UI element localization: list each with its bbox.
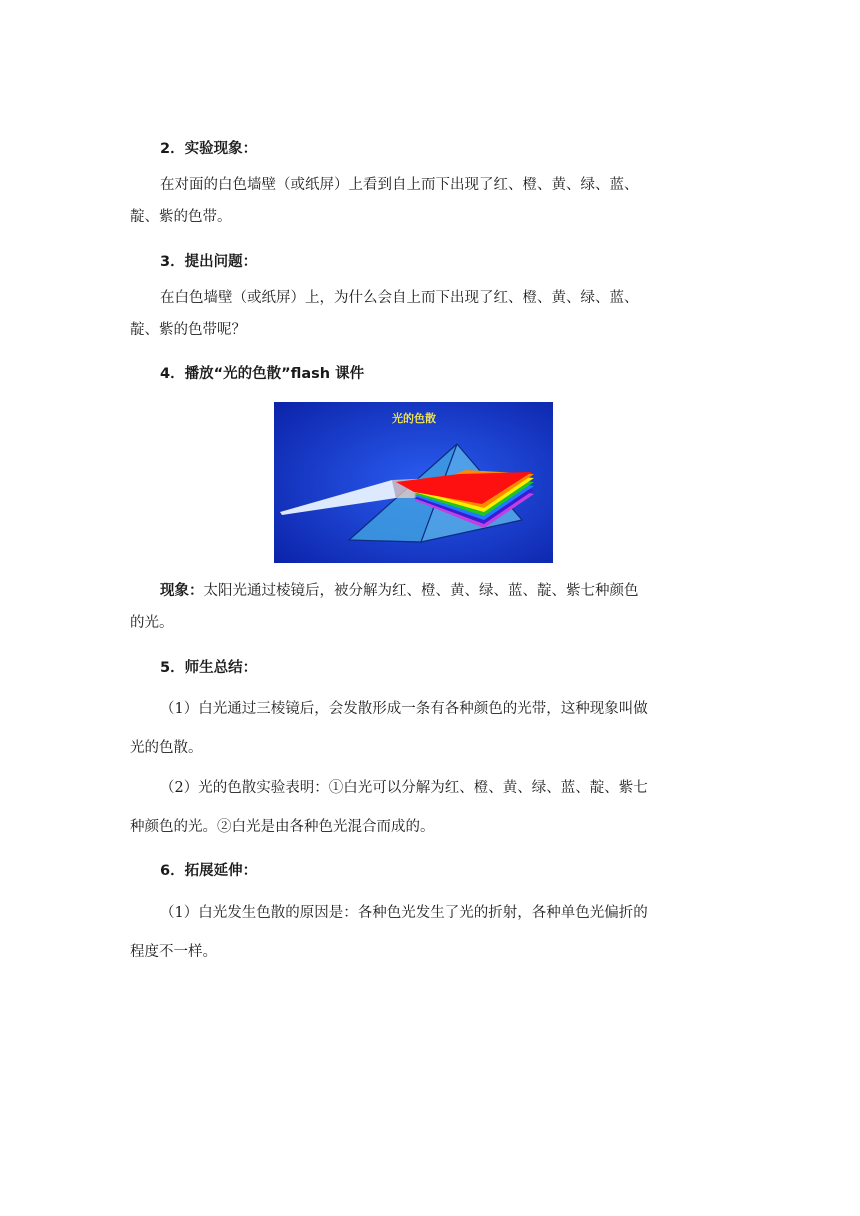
paragraph-line: 在对面的白色墙壁（或纸屏）上看到自上而下出现了红、橙、黄、绿、蓝、 (160, 177, 639, 193)
section-heading: 4．播放“光的色散”flash 课件 (160, 366, 365, 382)
section-heading: 6．拓展延伸： (160, 863, 258, 879)
paragraph-line: 在白色墙壁（或纸屏）上，为什么会自上而下出现了红、橙、黄、绿、蓝、 (160, 290, 639, 306)
paragraph-line: 程度不一样。 (130, 944, 217, 960)
observation-text: 太阳光通过棱镜后，被分解为红、橙、黄、绿、蓝、靛、紫七种颜色 (203, 583, 639, 599)
paragraph-line: 的光。 (130, 615, 174, 631)
observation-label: 现象： (160, 583, 204, 599)
paragraph-line: 靛、紫的色带呢？ (130, 322, 246, 338)
paragraph-line: 光的色散。 (130, 740, 203, 756)
section-heading: 3．提出问题： (160, 254, 258, 270)
paragraph-line: 种颜色的光。②白光是由各种色光混合而成的。 (130, 819, 435, 835)
section-heading: 5．师生总结： (160, 660, 258, 676)
paragraph-line: （2）光的色散实验表明：①白光可以分解为红、橙、黄、绿、蓝、靛、紫七 (160, 780, 648, 796)
figure-title: 光的色散 (392, 412, 436, 425)
dispersion-figure (274, 402, 553, 563)
section-heading: 2．实验现象： (160, 141, 258, 157)
paragraph-line: （1）白光通过三棱镜后，会发散形成一条有各种颜色的光带，这种现象叫做 (160, 701, 648, 717)
paragraph-line: 靛、紫的色带。 (130, 209, 232, 225)
paragraph-line: （1）白光发生色散的原因是：各种色光发生了光的折射，各种单色光偏折的 (160, 905, 648, 921)
paragraph-line (130, 575, 670, 607)
